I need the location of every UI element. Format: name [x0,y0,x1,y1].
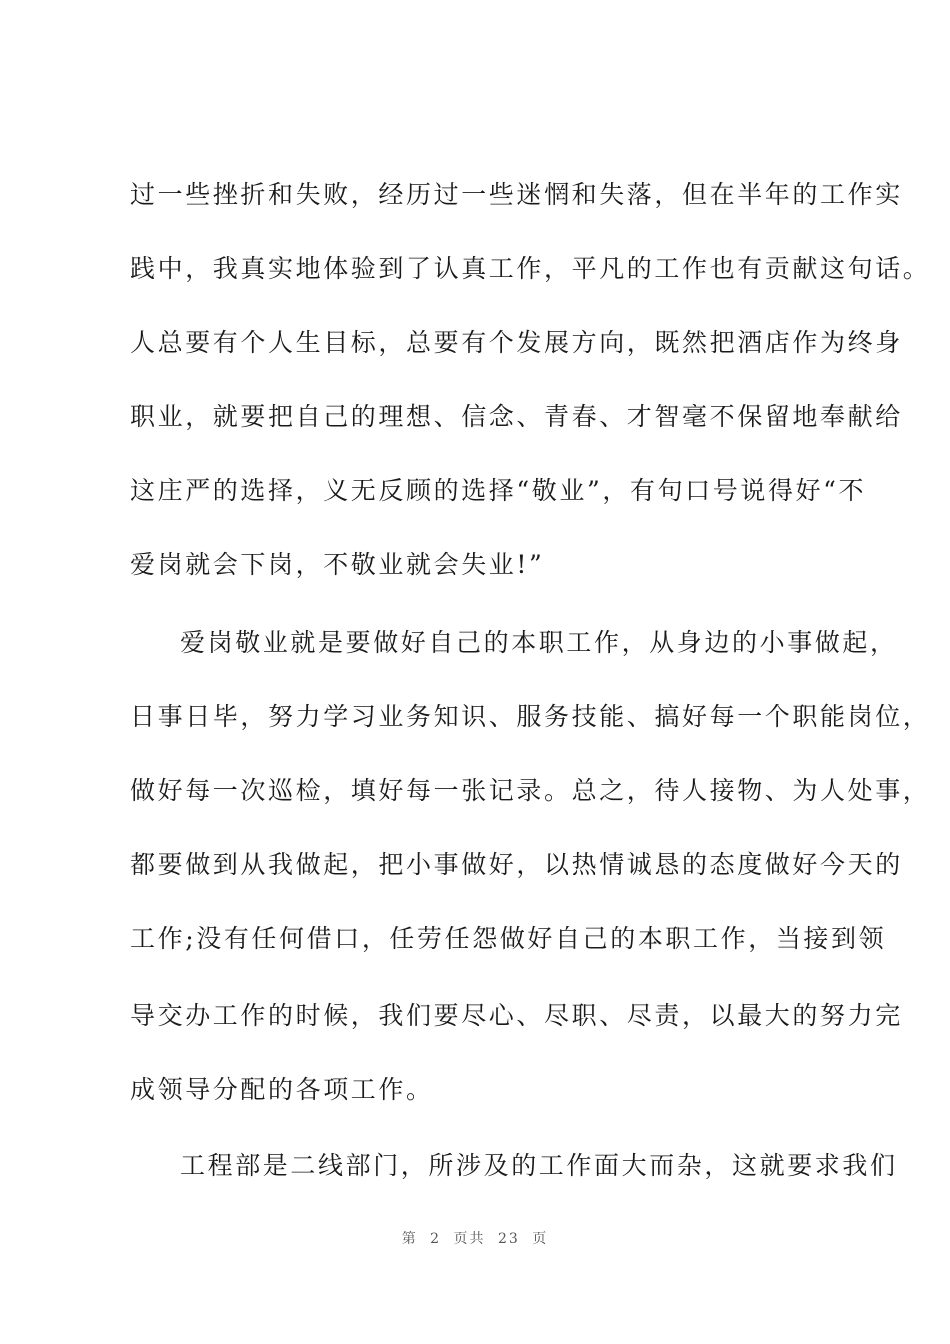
paragraph-start-line: 工程部是二线部门，所涉及的工作面大而杂，这就要求我们 [180,1151,898,1180]
text-line: 爱岗就会下岗，不敬业就会失业!” [130,550,545,579]
text-line: 人总要有个人生目标，总要有个发展方向，既然把酒店作为终身 [130,328,903,357]
text-line: 工作;没有任何借口，任劳任怨做好自己的本职工作，当接到领 [130,924,887,953]
text-line: 职业，就要把自己的理想、信念、青春、才智毫不保留地奉献给 [130,402,903,431]
text-line: 过一些挫折和失败，经历过一些迷惘和失落，但在半年的工作实 [130,180,903,209]
text-line: 成领导分配的各项工作。 [130,1075,434,1104]
text-line: 导交办工作的时候，我们要尽心、尽职、尽责，以最大的努力完 [130,1001,903,1030]
page-number-footer: 第 2 页共 23 页 [401,1231,549,1247]
paragraph-start-line: 爱岗敬业就是要做好自己的本职工作，从身边的小事做起， [180,628,898,657]
text-line: 都要做到从我做起，把小事做好，以热情诚恳的态度做好今天的 [130,850,903,879]
text-line: 践中，我真实地体验到了认真工作，平凡的工作也有贡献这句话。 [130,254,931,283]
text-line: 日事日毕，努力学习业务知识、服务技能、搞好每一个职能岗位， [130,702,931,731]
text-line: 做好每一次巡检，填好每一张记录。总之，待人接物、为人处事， [130,776,931,805]
text-line: 这庄严的选择，义无反顾的选择“敬业”，有句口号说得好“不 [130,476,867,505]
